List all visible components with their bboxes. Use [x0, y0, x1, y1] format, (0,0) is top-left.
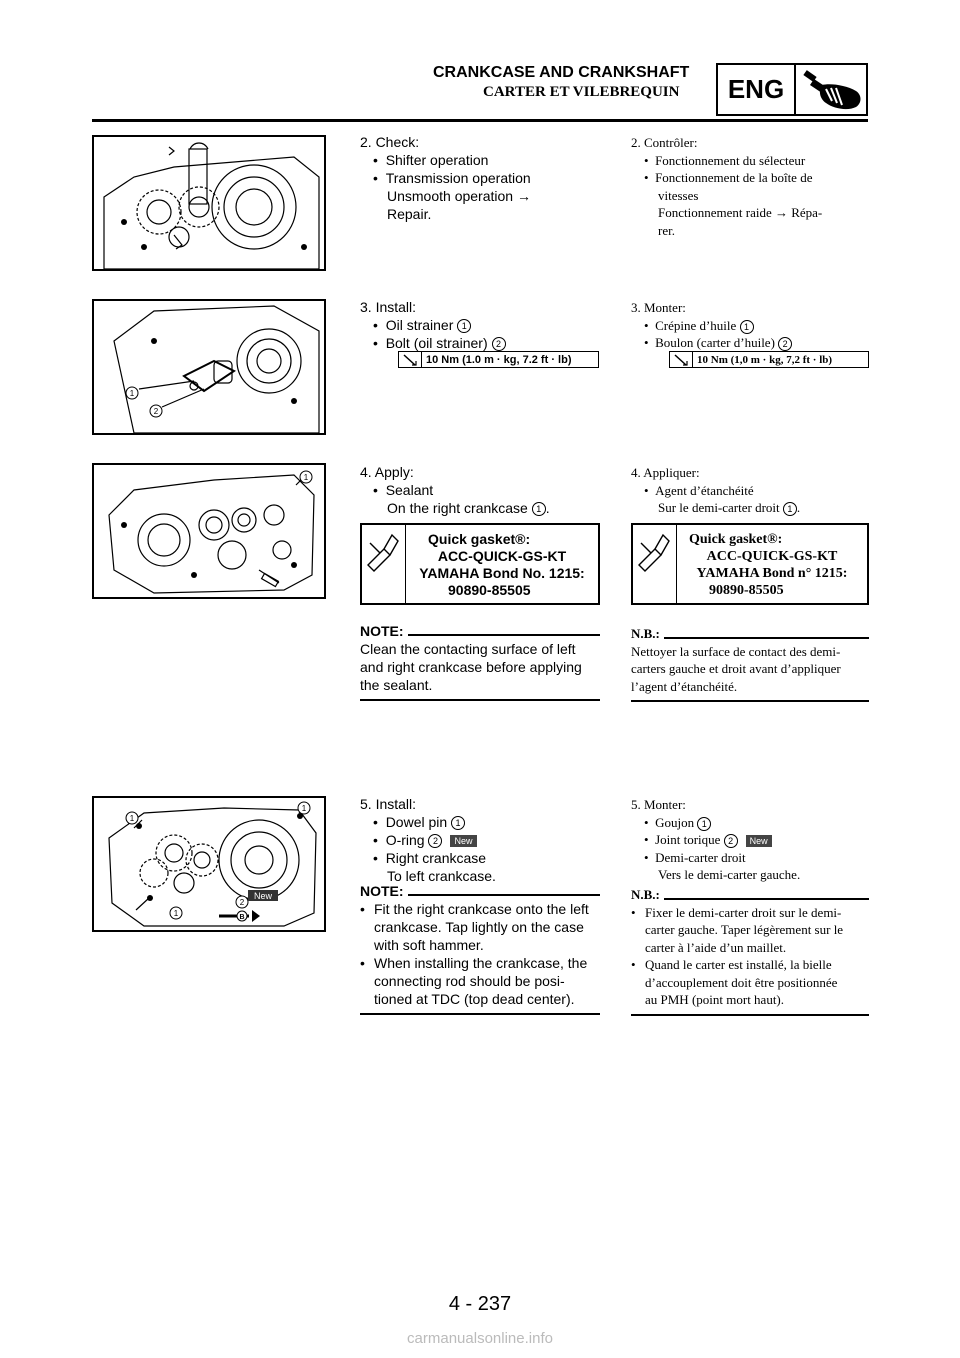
- step-heading: 4. Appliquer:: [631, 465, 700, 480]
- figure-right-crankcase: [92, 796, 326, 932]
- callout-2: 2: [428, 834, 442, 848]
- list-item: • O-ring 2 New: [360, 831, 605, 849]
- step-heading: 3. Install:: [360, 299, 417, 315]
- note-line: Fixer le demi-carter droit sur le demi-: [645, 904, 842, 920]
- callout-2: 2: [724, 834, 738, 848]
- sealant-tool-icon: [362, 525, 406, 603]
- sealant-spec-box-en: [360, 523, 600, 605]
- torque-value: 10 Nm (1,0 m · kg, 7,2 ft · lb): [697, 353, 833, 366]
- torque-spec-fr: [669, 351, 869, 368]
- note-divider: [664, 898, 869, 900]
- engine-piston-icon: [796, 67, 866, 112]
- tool-name: Quick gasket®:: [689, 532, 783, 547]
- watermark: carmanualsonline.info: [407, 1330, 553, 1347]
- list-item: • Demi-carter droit: [644, 849, 746, 865]
- oil-strainer-illustration: [94, 301, 324, 433]
- list-item: • Sealant: [373, 482, 434, 498]
- list-item: • Joint torique 2 New: [631, 831, 871, 849]
- list-item: • Goujon 1: [631, 814, 871, 832]
- torque-spec-en: [398, 351, 599, 368]
- list-item-text: Dowel pin: [385, 814, 448, 830]
- list-item-text: O-ring: [385, 832, 425, 848]
- sealant-spec: [679, 531, 865, 599]
- note-line: the sealant.: [360, 677, 433, 693]
- list-item: • Bolt (oil strainer) 2: [360, 334, 600, 352]
- note-line: carter gauche. Taper légèrement sur le: [645, 922, 844, 937]
- callout-1: 1: [129, 814, 135, 823]
- list-item-text: Demi-carter droit: [655, 849, 746, 865]
- callout-1: 1: [451, 816, 465, 830]
- note-divider: [360, 699, 600, 701]
- note-step5-fr: [631, 886, 869, 1016]
- step5-en: [360, 795, 605, 885]
- note-line: crankcase. Tap lightly on the case: [374, 919, 584, 935]
- new-badge: New: [746, 835, 772, 847]
- sealant-spec: [408, 531, 596, 599]
- step-heading: 3. Monter:: [631, 300, 686, 315]
- callout-1: 1: [783, 502, 797, 516]
- sub-text: Fonctionnement raide → Répa-: [658, 205, 823, 220]
- torque-value: 10 Nm (1.0 m · kg, 7.2 ft · lb): [426, 353, 572, 366]
- step-heading: 5. Install:: [360, 796, 417, 812]
- sub-text: To left crankcase.: [387, 868, 496, 884]
- figure-sealant: [92, 463, 326, 599]
- sub-text: rer.: [658, 222, 675, 238]
- note-line: d’accouplement doit être positionnée: [645, 974, 838, 990]
- list-item-text: Shifter operation: [385, 152, 489, 168]
- sealant-spec-box-fr: [631, 523, 869, 605]
- note-bullet: • Quand le carter est installé, la bielle d’accouplement doit être positionnée au PMH (point mort haut).: [631, 957, 838, 1007]
- callout-2: 2: [492, 337, 506, 351]
- step-heading: 5. Monter:: [631, 797, 686, 812]
- note-divider: [664, 637, 869, 639]
- list-item-text: Oil strainer: [385, 317, 454, 333]
- list-item: • Fonctionnement du sélecteur: [644, 152, 806, 168]
- note-label: N.B.:: [631, 626, 660, 641]
- list-item-text: Bolt (oil strainer): [385, 335, 488, 351]
- list-item-text: Crépine d’huile: [655, 317, 737, 333]
- note-label: N.B.:: [631, 887, 660, 902]
- tool-name: YAMAHA Bond No. 1215:: [419, 565, 585, 581]
- list-item: • Shifter operation: [373, 152, 489, 168]
- note-text: [360, 640, 600, 694]
- callout-1: 1: [129, 389, 135, 398]
- new-badge: New: [253, 891, 273, 901]
- crankcase-install-illustration: [94, 798, 324, 930]
- lubricant-b-badge: B: [239, 914, 245, 921]
- list-item: • Fonctionnement de la boîte de: [644, 170, 813, 185]
- sub-text-row: Sur le demi-carter droit 1 .: [658, 500, 801, 515]
- new-badge: New: [450, 835, 476, 847]
- callout-1: 1: [173, 909, 179, 918]
- list-item-text: Boulon (carter d’huile): [655, 335, 775, 350]
- note-divider: [631, 1014, 869, 1016]
- note-line: Quand le carter est installé, la bielle: [645, 957, 832, 972]
- section-title-fr: CARTER ET VILEBREQUIN: [483, 84, 680, 100]
- sub-text: Sur le demi-carter droit: [658, 500, 780, 515]
- list-item-text: Agent d’étanchéité: [655, 482, 754, 498]
- note-line: carter à l’aide d’un maillet.: [645, 939, 787, 955]
- list-item: • Crépine d’huile 1: [631, 317, 871, 335]
- list-item-text: Fonctionnement de la boîte de: [655, 170, 813, 185]
- callout-2: 2: [239, 898, 245, 907]
- crankcase-sealant-illustration: [94, 465, 324, 597]
- header-rule: [92, 119, 868, 122]
- note-line: connecting rod should be posi-: [374, 973, 565, 989]
- step4-en: [360, 463, 605, 517]
- note-line: Clean the contacting surface of left: [360, 641, 576, 657]
- section-tag: ENG: [718, 65, 796, 114]
- sub-text: Unsmooth operation →: [387, 188, 531, 204]
- note-divider: [631, 700, 869, 702]
- section-title-en: CRANKCASE AND CRANKSHAFT: [433, 64, 690, 81]
- step3-fr: [631, 299, 871, 352]
- callout-1: 1: [303, 473, 309, 482]
- step3-en: [360, 298, 600, 352]
- sub-text: vitesses: [658, 187, 699, 203]
- shifter-illustration: [94, 137, 324, 269]
- list-item: • Transmission operation: [373, 170, 531, 186]
- page-number: 4 - 237: [448, 1293, 512, 1315]
- list-item-text: Transmission operation: [385, 170, 531, 186]
- callout-2: 2: [153, 407, 159, 416]
- section-tag-box: [716, 63, 868, 116]
- tool-part-number: ACC-QUICK-GS-KT: [437, 548, 567, 564]
- list-item-text: Right crankcase: [385, 850, 487, 866]
- torque-wrench-icon: [670, 352, 693, 367]
- note-label: NOTE:: [360, 623, 404, 639]
- step-heading: 2. Contrôler:: [631, 135, 698, 150]
- sub-text-row: On the right crankcase 1 .: [387, 500, 550, 516]
- figure-shifter-check: [92, 135, 326, 271]
- sealant-tool-icon: [633, 525, 677, 603]
- note-line: with soft hammer.: [374, 937, 484, 953]
- list-item: • Dowel pin 1: [360, 813, 605, 831]
- note-step4-fr: [631, 625, 869, 702]
- note-step4-en: [360, 622, 600, 701]
- torque-wrench-icon: [399, 352, 422, 367]
- list-item-text: Goujon: [655, 814, 695, 830]
- tool-part-number: ACC-QUICK-GS-KT: [706, 549, 838, 564]
- note-bullet: • Fixer le demi-carter droit sur le demi- carter gauche. Taper légèrement sur le carter à l’aide d’un maillet.: [631, 904, 844, 955]
- list-item: • Right crankcase: [373, 850, 487, 866]
- note-line: tioned at TDC (top dead center).: [374, 991, 575, 1007]
- note-line: Nettoyer la surface de contact des demi-: [631, 643, 841, 659]
- sub-text: Vers le demi-carter gauche.: [658, 867, 801, 882]
- sub-text: Repair.: [387, 206, 432, 222]
- note-bullet: • Fit the right crankcase onto the left crankcase. Tap lightly on the case with soft hammer.: [360, 901, 589, 953]
- figure-oil-strainer: [92, 299, 326, 435]
- note-divider: [360, 1013, 600, 1015]
- list-item: • Agent d’étanchéité: [644, 482, 754, 498]
- list-item-text: Fonctionnement du sélecteur: [655, 152, 806, 168]
- sub-text: On the right crankcase: [387, 500, 528, 516]
- note-text: [631, 643, 869, 696]
- callout-1: 1: [301, 804, 307, 813]
- tool-name: YAMAHA Bond n° 1215:: [696, 566, 848, 581]
- note-line: When installing the crankcase, the: [374, 955, 588, 971]
- tool-part-number: 90890-85505: [709, 583, 784, 598]
- step2-en: [360, 133, 600, 223]
- note-line: carters gauche et droit avant d’appliquer: [631, 661, 841, 676]
- callout-1: 1: [532, 502, 546, 516]
- callout-1: 1: [740, 320, 754, 334]
- note-line: and right crankcase before applying: [360, 659, 582, 675]
- step-heading: 4. Apply:: [360, 464, 414, 480]
- list-item: • Oil strainer 1: [360, 316, 600, 334]
- note-line: au PMH (point mort haut).: [645, 992, 785, 1007]
- note-divider: [408, 894, 600, 896]
- step4-fr: [631, 464, 871, 517]
- tool-name: Quick gasket®:: [428, 531, 531, 547]
- note-step5-en: [360, 882, 600, 1015]
- step2-fr: [631, 134, 871, 239]
- step-heading: 2. Check:: [360, 134, 420, 150]
- note-bullet: • When installing the crankcase, the connecting rod should be posi- tioned at TDC (top dead center).: [360, 955, 588, 1007]
- note-label: NOTE:: [360, 883, 404, 899]
- list-item-text: Sealant: [385, 482, 434, 498]
- note-line: Fit the right crankcase onto the left: [374, 901, 589, 917]
- tool-part-number: 90890-85505: [448, 582, 531, 598]
- list-item-text: Joint torique: [655, 832, 721, 847]
- callout-1: 1: [457, 319, 471, 333]
- callout-1: 1: [697, 817, 711, 831]
- note-divider: [408, 634, 600, 636]
- callout-2: 2: [778, 337, 792, 351]
- list-item: • Boulon (carter d’huile) 2: [631, 334, 871, 352]
- step5-fr: [631, 796, 871, 884]
- note-line: l’agent d’étanchéité.: [631, 678, 738, 694]
